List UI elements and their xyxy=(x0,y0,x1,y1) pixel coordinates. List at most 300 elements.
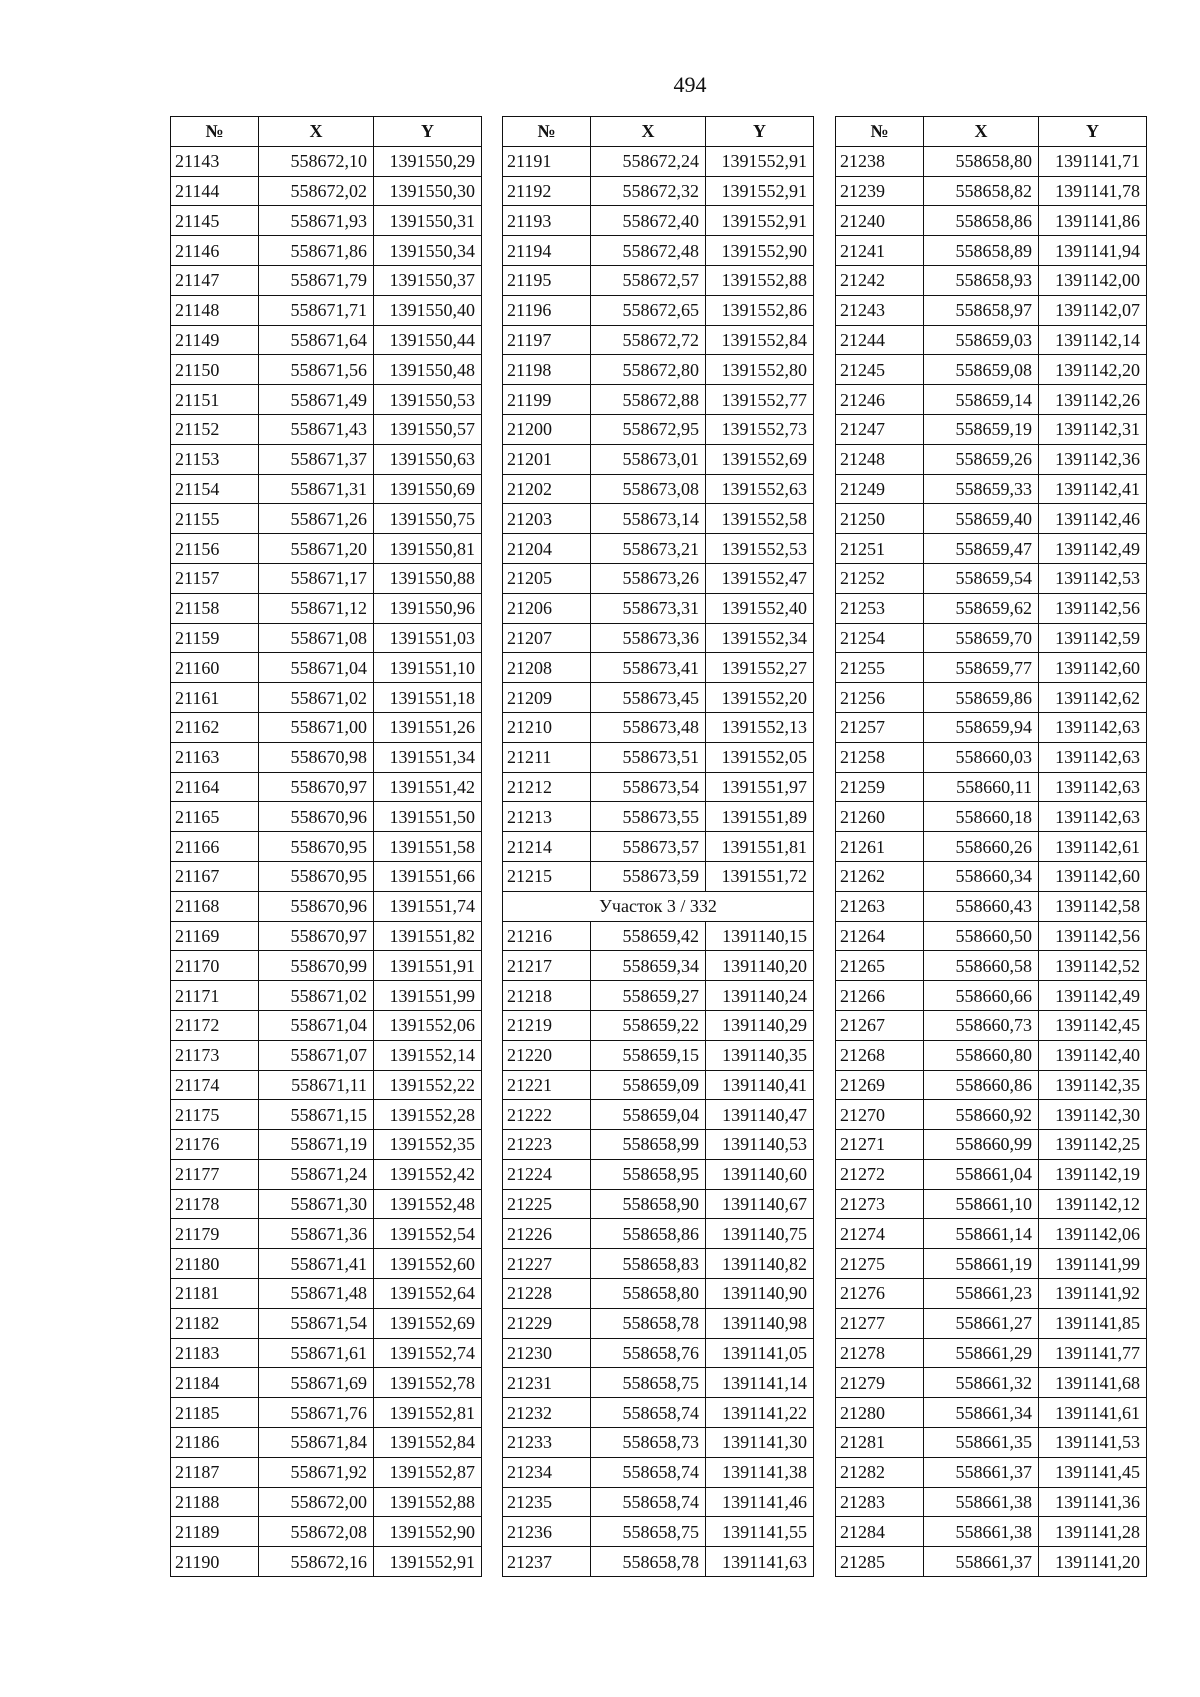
x-coordinate-cell: 558670,97 xyxy=(259,921,374,951)
y-coordinate-cell: 1391551,82 xyxy=(374,921,482,951)
x-coordinate-cell: 558658,76 xyxy=(591,1338,706,1368)
x-coordinate-cell: 558659,33 xyxy=(924,474,1039,504)
point-number-cell: 21180 xyxy=(171,1249,259,1279)
y-coordinate-cell: 1391552,48 xyxy=(374,1189,482,1219)
x-coordinate-cell: 558658,89 xyxy=(924,236,1039,266)
table-row xyxy=(503,1010,814,1040)
point-number-cell: 21202 xyxy=(503,474,591,504)
y-coordinate-cell: 1391141,63 xyxy=(706,1547,814,1577)
table-row xyxy=(171,146,482,176)
table-row xyxy=(503,1130,814,1160)
table-row xyxy=(503,1368,814,1398)
table-row xyxy=(503,414,814,444)
point-number-cell: 21200 xyxy=(503,414,591,444)
y-coordinate-cell: 1391552,69 xyxy=(706,444,814,474)
x-coordinate-cell: 558658,74 xyxy=(591,1487,706,1517)
table-row xyxy=(171,742,482,772)
x-coordinate-cell: 558658,80 xyxy=(591,1279,706,1309)
table-row xyxy=(171,951,482,981)
y-coordinate-cell: 1391142,60 xyxy=(1039,861,1147,891)
table-header xyxy=(171,117,482,147)
table-row xyxy=(836,1100,1147,1130)
table-row xyxy=(503,1159,814,1189)
y-coordinate-cell: 1391552,87 xyxy=(374,1457,482,1487)
x-coordinate-cell: 558659,27 xyxy=(591,981,706,1011)
table-row xyxy=(836,1159,1147,1189)
table-row xyxy=(171,1428,482,1458)
table-row xyxy=(503,712,814,742)
x-coordinate-cell: 558671,24 xyxy=(259,1159,374,1189)
table-row xyxy=(503,772,814,802)
point-number-cell: 21193 xyxy=(503,206,591,236)
table-row xyxy=(836,712,1147,742)
x-coordinate-cell: 558670,96 xyxy=(259,802,374,832)
y-coordinate-cell: 1391552,74 xyxy=(374,1338,482,1368)
y-coordinate-cell: 1391140,20 xyxy=(706,951,814,981)
x-coordinate-cell: 558659,54 xyxy=(924,563,1039,593)
x-coordinate-cell: 558672,88 xyxy=(591,385,706,415)
y-coordinate-cell: 1391552,90 xyxy=(706,236,814,266)
point-number-cell: 21238 xyxy=(836,146,924,176)
point-number-cell: 21207 xyxy=(503,623,591,653)
x-coordinate-cell: 558661,38 xyxy=(924,1487,1039,1517)
point-number-cell: 21167 xyxy=(171,861,259,891)
section-row xyxy=(503,891,814,921)
x-coordinate-cell: 558671,37 xyxy=(259,444,374,474)
x-coordinate-cell: 558658,78 xyxy=(591,1547,706,1577)
table-row xyxy=(836,146,1147,176)
point-number-cell: 21275 xyxy=(836,1249,924,1279)
y-coordinate-cell: 1391552,63 xyxy=(706,474,814,504)
x-coordinate-cell: 558658,80 xyxy=(924,146,1039,176)
point-number-cell: 21246 xyxy=(836,385,924,415)
point-number-cell: 21219 xyxy=(503,1010,591,1040)
table-row xyxy=(836,206,1147,236)
y-coordinate-cell: 1391552,88 xyxy=(374,1487,482,1517)
x-coordinate-cell: 558661,23 xyxy=(924,1279,1039,1309)
y-coordinate-cell: 1391141,45 xyxy=(1039,1457,1147,1487)
table-row xyxy=(171,802,482,832)
point-number-cell: 21154 xyxy=(171,474,259,504)
point-number-cell: 21252 xyxy=(836,563,924,593)
x-coordinate-cell: 558670,95 xyxy=(259,861,374,891)
table-row xyxy=(503,1487,814,1517)
y-coordinate-cell: 1391552,91 xyxy=(706,146,814,176)
x-coordinate-cell: 558659,22 xyxy=(591,1010,706,1040)
table-row xyxy=(171,1547,482,1577)
y-coordinate-cell: 1391140,35 xyxy=(706,1040,814,1070)
header-x: X xyxy=(259,117,374,147)
y-coordinate-cell: 1391552,28 xyxy=(374,1100,482,1130)
table-row xyxy=(503,176,814,206)
table-row xyxy=(836,772,1147,802)
x-coordinate-cell: 558660,66 xyxy=(924,981,1039,1011)
y-coordinate-cell: 1391142,61 xyxy=(1039,832,1147,862)
y-coordinate-cell: 1391141,46 xyxy=(706,1487,814,1517)
table-row xyxy=(836,981,1147,1011)
x-coordinate-cell: 558661,14 xyxy=(924,1219,1039,1249)
table-row xyxy=(836,385,1147,415)
table-row xyxy=(836,832,1147,862)
x-coordinate-cell: 558661,04 xyxy=(924,1159,1039,1189)
table-row xyxy=(171,355,482,385)
x-coordinate-cell: 558671,04 xyxy=(259,653,374,683)
table-row xyxy=(503,534,814,564)
point-number-cell: 21159 xyxy=(171,623,259,653)
point-number-cell: 21185 xyxy=(171,1398,259,1428)
point-number-cell: 21232 xyxy=(503,1398,591,1428)
x-coordinate-cell: 558671,43 xyxy=(259,414,374,444)
y-coordinate-cell: 1391142,00 xyxy=(1039,265,1147,295)
y-coordinate-cell: 1391142,35 xyxy=(1039,1070,1147,1100)
point-number-cell: 21170 xyxy=(171,951,259,981)
table-row xyxy=(171,772,482,802)
x-coordinate-cell: 558658,78 xyxy=(591,1308,706,1338)
x-coordinate-cell: 558671,08 xyxy=(259,623,374,653)
point-number-cell: 21250 xyxy=(836,504,924,534)
y-coordinate-cell: 1391551,34 xyxy=(374,742,482,772)
x-coordinate-cell: 558660,73 xyxy=(924,1010,1039,1040)
y-coordinate-cell: 1391552,60 xyxy=(374,1249,482,1279)
y-coordinate-cell: 1391141,78 xyxy=(1039,176,1147,206)
y-coordinate-cell: 1391141,71 xyxy=(1039,146,1147,176)
point-number-cell: 21230 xyxy=(503,1338,591,1368)
y-coordinate-cell: 1391141,28 xyxy=(1039,1517,1147,1547)
x-coordinate-cell: 558660,86 xyxy=(924,1070,1039,1100)
table-row xyxy=(171,623,482,653)
x-coordinate-cell: 558671,26 xyxy=(259,504,374,534)
x-coordinate-cell: 558673,48 xyxy=(591,712,706,742)
table-row xyxy=(171,1398,482,1428)
point-number-cell: 21179 xyxy=(171,1219,259,1249)
x-coordinate-cell: 558673,55 xyxy=(591,802,706,832)
table-body xyxy=(171,146,482,1576)
y-coordinate-cell: 1391551,89 xyxy=(706,802,814,832)
table-row xyxy=(836,921,1147,951)
table-row xyxy=(836,1338,1147,1368)
y-coordinate-cell: 1391142,56 xyxy=(1039,921,1147,951)
point-number-cell: 21212 xyxy=(503,772,591,802)
table-row xyxy=(836,176,1147,206)
x-coordinate-cell: 558671,02 xyxy=(259,981,374,1011)
point-number-cell: 21199 xyxy=(503,385,591,415)
x-coordinate-cell: 558658,75 xyxy=(591,1368,706,1398)
point-number-cell: 21284 xyxy=(836,1517,924,1547)
header-row xyxy=(171,117,482,147)
x-coordinate-cell: 558661,35 xyxy=(924,1428,1039,1458)
x-coordinate-cell: 558673,31 xyxy=(591,593,706,623)
x-coordinate-cell: 558661,37 xyxy=(924,1457,1039,1487)
x-coordinate-cell: 558660,11 xyxy=(924,772,1039,802)
x-coordinate-cell: 558673,26 xyxy=(591,563,706,593)
table-body xyxy=(503,146,814,1576)
table-row xyxy=(503,593,814,623)
point-number-cell: 21218 xyxy=(503,981,591,1011)
x-coordinate-cell: 558658,82 xyxy=(924,176,1039,206)
header-row xyxy=(503,117,814,147)
y-coordinate-cell: 1391142,45 xyxy=(1039,1010,1147,1040)
point-number-cell: 21241 xyxy=(836,236,924,266)
y-coordinate-cell: 1391552,14 xyxy=(374,1040,482,1070)
x-coordinate-cell: 558671,07 xyxy=(259,1040,374,1070)
y-coordinate-cell: 1391142,53 xyxy=(1039,563,1147,593)
y-coordinate-cell: 1391142,56 xyxy=(1039,593,1147,623)
x-coordinate-cell: 558671,30 xyxy=(259,1189,374,1219)
y-coordinate-cell: 1391141,22 xyxy=(706,1398,814,1428)
header-x: X xyxy=(924,117,1039,147)
table-header xyxy=(836,117,1147,147)
point-number-cell: 21261 xyxy=(836,832,924,862)
table-row xyxy=(503,1308,814,1338)
point-number-cell: 21244 xyxy=(836,325,924,355)
point-number-cell: 21273 xyxy=(836,1189,924,1219)
point-number-cell: 21166 xyxy=(171,832,259,862)
table-row xyxy=(836,1368,1147,1398)
table-row xyxy=(836,1219,1147,1249)
point-number-cell: 21181 xyxy=(171,1279,259,1309)
y-coordinate-cell: 1391552,13 xyxy=(706,712,814,742)
table-row xyxy=(836,563,1147,593)
page-number: 494 xyxy=(673,72,707,97)
y-coordinate-cell: 1391552,20 xyxy=(706,683,814,713)
x-coordinate-cell: 558671,86 xyxy=(259,236,374,266)
x-coordinate-cell: 558659,62 xyxy=(924,593,1039,623)
x-coordinate-cell: 558658,86 xyxy=(924,206,1039,236)
x-coordinate-cell: 558671,41 xyxy=(259,1249,374,1279)
table-row xyxy=(836,1010,1147,1040)
table-row xyxy=(171,414,482,444)
point-number-cell: 21274 xyxy=(836,1219,924,1249)
point-number-cell: 21282 xyxy=(836,1457,924,1487)
point-number-cell: 21237 xyxy=(503,1547,591,1577)
point-number-cell: 21169 xyxy=(171,921,259,951)
x-coordinate-cell: 558673,59 xyxy=(591,861,706,891)
x-coordinate-cell: 558673,41 xyxy=(591,653,706,683)
x-coordinate-cell: 558660,99 xyxy=(924,1130,1039,1160)
y-coordinate-cell: 1391142,49 xyxy=(1039,981,1147,1011)
point-number-cell: 21177 xyxy=(171,1159,259,1189)
x-coordinate-cell: 558671,56 xyxy=(259,355,374,385)
y-coordinate-cell: 1391551,26 xyxy=(374,712,482,742)
y-coordinate-cell: 1391141,86 xyxy=(1039,206,1147,236)
x-coordinate-cell: 558672,57 xyxy=(591,265,706,295)
table-row xyxy=(836,1308,1147,1338)
point-number-cell: 21247 xyxy=(836,414,924,444)
table-row xyxy=(171,325,482,355)
x-coordinate-cell: 558673,14 xyxy=(591,504,706,534)
table-row xyxy=(503,474,814,504)
y-coordinate-cell: 1391142,25 xyxy=(1039,1130,1147,1160)
point-number-cell: 21222 xyxy=(503,1100,591,1130)
point-number-cell: 21285 xyxy=(836,1547,924,1577)
y-coordinate-cell: 1391552,78 xyxy=(374,1368,482,1398)
table-row xyxy=(171,265,482,295)
x-coordinate-cell: 558659,34 xyxy=(591,951,706,981)
x-coordinate-cell: 558673,01 xyxy=(591,444,706,474)
table-row xyxy=(503,504,814,534)
y-coordinate-cell: 1391142,07 xyxy=(1039,295,1147,325)
x-coordinate-cell: 558659,70 xyxy=(924,623,1039,653)
point-number-cell: 21173 xyxy=(171,1040,259,1070)
table-row xyxy=(171,1338,482,1368)
x-coordinate-cell: 558659,19 xyxy=(924,414,1039,444)
x-coordinate-cell: 558661,32 xyxy=(924,1368,1039,1398)
point-number-cell: 21191 xyxy=(503,146,591,176)
table-row xyxy=(503,1279,814,1309)
point-number-cell: 21213 xyxy=(503,802,591,832)
header-x: X xyxy=(591,117,706,147)
x-coordinate-cell: 558671,61 xyxy=(259,1338,374,1368)
x-coordinate-cell: 558672,80 xyxy=(591,355,706,385)
point-number-cell: 21189 xyxy=(171,1517,259,1547)
table-row xyxy=(171,683,482,713)
x-coordinate-cell: 558672,02 xyxy=(259,176,374,206)
x-coordinate-cell: 558659,86 xyxy=(924,683,1039,713)
table-row xyxy=(836,683,1147,713)
table-row xyxy=(171,1249,482,1279)
point-number-cell: 21165 xyxy=(171,802,259,832)
table-row xyxy=(171,474,482,504)
point-number-cell: 21266 xyxy=(836,981,924,1011)
point-number-cell: 21198 xyxy=(503,355,591,385)
table-row xyxy=(171,1368,482,1398)
point-number-cell: 21206 xyxy=(503,593,591,623)
table-row xyxy=(503,295,814,325)
y-coordinate-cell: 1391142,20 xyxy=(1039,355,1147,385)
y-coordinate-cell: 1391551,50 xyxy=(374,802,482,832)
table-row xyxy=(836,891,1147,921)
y-coordinate-cell: 1391141,68 xyxy=(1039,1368,1147,1398)
point-number-cell: 21176 xyxy=(171,1130,259,1160)
point-number-cell: 21216 xyxy=(503,921,591,951)
x-coordinate-cell: 558673,54 xyxy=(591,772,706,802)
point-number-cell: 21183 xyxy=(171,1338,259,1368)
x-coordinate-cell: 558658,75 xyxy=(591,1517,706,1547)
y-coordinate-cell: 1391142,58 xyxy=(1039,891,1147,921)
y-coordinate-cell: 1391142,06 xyxy=(1039,1219,1147,1249)
point-number-cell: 21217 xyxy=(503,951,591,981)
point-number-cell: 21268 xyxy=(836,1040,924,1070)
table-header xyxy=(503,117,814,147)
x-coordinate-cell: 558671,92 xyxy=(259,1457,374,1487)
y-coordinate-cell: 1391551,58 xyxy=(374,832,482,862)
y-coordinate-cell: 1391140,75 xyxy=(706,1219,814,1249)
x-coordinate-cell: 558671,84 xyxy=(259,1428,374,1458)
point-number-cell: 21226 xyxy=(503,1219,591,1249)
table-row xyxy=(171,1010,482,1040)
table-row xyxy=(503,742,814,772)
point-number-cell: 21175 xyxy=(171,1100,259,1130)
y-coordinate-cell: 1391552,81 xyxy=(374,1398,482,1428)
table-row xyxy=(171,712,482,742)
table-row xyxy=(171,206,482,236)
point-number-cell: 21279 xyxy=(836,1368,924,1398)
section-label: Участок 3 / 332 xyxy=(503,891,814,921)
x-coordinate-cell: 558671,79 xyxy=(259,265,374,295)
point-number-cell: 21243 xyxy=(836,295,924,325)
y-coordinate-cell: 1391552,91 xyxy=(706,206,814,236)
point-number-cell: 21182 xyxy=(171,1308,259,1338)
coordinates-table-2 xyxy=(502,116,814,1577)
point-number-cell: 21227 xyxy=(503,1249,591,1279)
point-number-cell: 21160 xyxy=(171,653,259,683)
x-coordinate-cell: 558671,02 xyxy=(259,683,374,713)
y-coordinate-cell: 1391142,26 xyxy=(1039,385,1147,415)
point-number-cell: 21195 xyxy=(503,265,591,295)
x-coordinate-cell: 558671,69 xyxy=(259,1368,374,1398)
y-coordinate-cell: 1391142,59 xyxy=(1039,623,1147,653)
table-row xyxy=(171,1279,482,1309)
y-coordinate-cell: 1391140,29 xyxy=(706,1010,814,1040)
point-number-cell: 21161 xyxy=(171,683,259,713)
y-coordinate-cell: 1391142,60 xyxy=(1039,653,1147,683)
table-row xyxy=(503,623,814,653)
y-coordinate-cell: 1391552,42 xyxy=(374,1159,482,1189)
coordinates-table-1 xyxy=(170,116,482,1577)
point-number-cell: 21264 xyxy=(836,921,924,951)
y-coordinate-cell: 1391550,37 xyxy=(374,265,482,295)
point-number-cell: 21263 xyxy=(836,891,924,921)
y-coordinate-cell: 1391551,81 xyxy=(706,832,814,862)
table-row xyxy=(503,1547,814,1577)
y-coordinate-cell: 1391141,36 xyxy=(1039,1487,1147,1517)
y-coordinate-cell: 1391550,63 xyxy=(374,444,482,474)
y-coordinate-cell: 1391141,61 xyxy=(1039,1398,1147,1428)
table-row xyxy=(836,534,1147,564)
point-number-cell: 21280 xyxy=(836,1398,924,1428)
y-coordinate-cell: 1391142,12 xyxy=(1039,1189,1147,1219)
point-number-cell: 21259 xyxy=(836,772,924,802)
point-number-cell: 21265 xyxy=(836,951,924,981)
point-number-cell: 21172 xyxy=(171,1010,259,1040)
point-number-cell: 21192 xyxy=(503,176,591,206)
x-coordinate-cell: 558673,36 xyxy=(591,623,706,653)
y-coordinate-cell: 1391141,99 xyxy=(1039,1249,1147,1279)
point-number-cell: 21262 xyxy=(836,861,924,891)
point-number-cell: 21239 xyxy=(836,176,924,206)
table-row xyxy=(836,236,1147,266)
x-coordinate-cell: 558671,54 xyxy=(259,1308,374,1338)
point-number-cell: 21208 xyxy=(503,653,591,683)
point-number-cell: 21209 xyxy=(503,683,591,713)
point-number-cell: 21144 xyxy=(171,176,259,206)
table-row xyxy=(171,295,482,325)
y-coordinate-cell: 1391140,98 xyxy=(706,1308,814,1338)
header-number: № xyxy=(503,117,591,147)
x-coordinate-cell: 558671,20 xyxy=(259,534,374,564)
table-row xyxy=(171,891,482,921)
point-number-cell: 21205 xyxy=(503,563,591,593)
point-number-cell: 21178 xyxy=(171,1189,259,1219)
y-coordinate-cell: 1391140,60 xyxy=(706,1159,814,1189)
y-coordinate-cell: 1391141,55 xyxy=(706,1517,814,1547)
point-number-cell: 21155 xyxy=(171,504,259,534)
x-coordinate-cell: 558671,36 xyxy=(259,1219,374,1249)
x-coordinate-cell: 558671,19 xyxy=(259,1130,374,1160)
table-row xyxy=(503,1219,814,1249)
point-number-cell: 21257 xyxy=(836,712,924,742)
x-coordinate-cell: 558658,74 xyxy=(591,1457,706,1487)
y-coordinate-cell: 1391550,53 xyxy=(374,385,482,415)
x-coordinate-cell: 558671,76 xyxy=(259,1398,374,1428)
y-coordinate-cell: 1391551,18 xyxy=(374,683,482,713)
point-number-cell: 21190 xyxy=(171,1547,259,1577)
point-number-cell: 21214 xyxy=(503,832,591,862)
x-coordinate-cell: 558658,99 xyxy=(591,1130,706,1160)
y-coordinate-cell: 1391142,14 xyxy=(1039,325,1147,355)
y-coordinate-cell: 1391552,35 xyxy=(374,1130,482,1160)
y-coordinate-cell: 1391142,46 xyxy=(1039,504,1147,534)
